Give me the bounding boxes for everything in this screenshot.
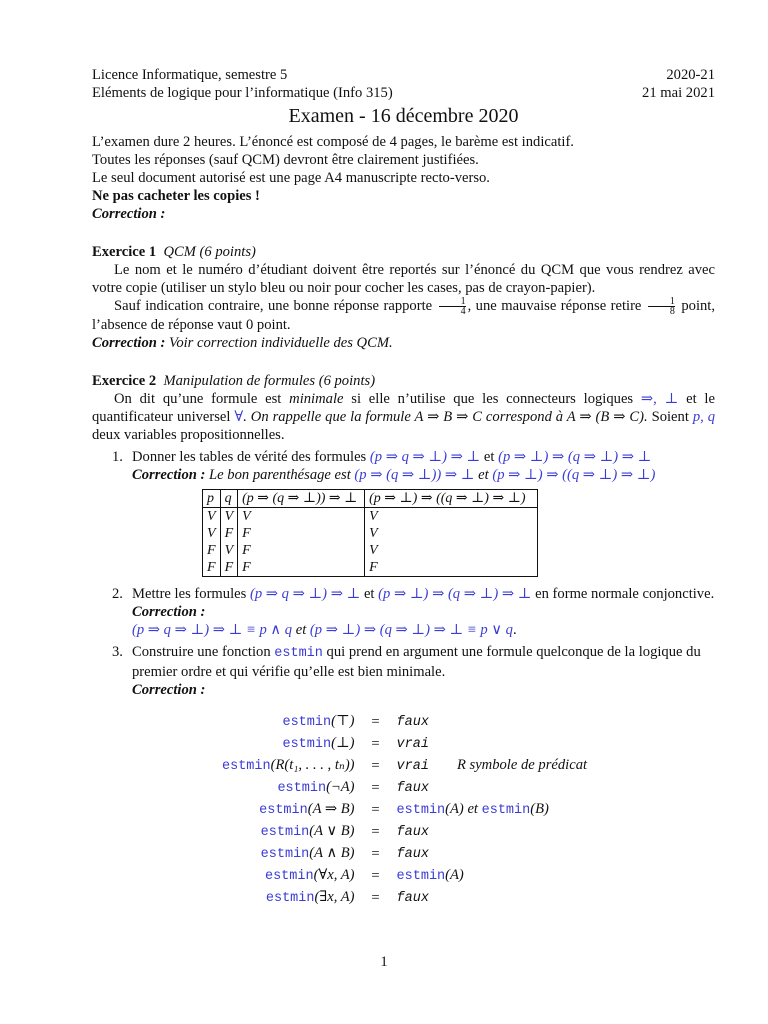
header-date: 21 mai 2021	[642, 85, 715, 101]
page-title: Examen - 16 décembre 2020	[288, 105, 519, 127]
definition-row: estmin(¬A) = faux	[277, 779, 429, 796]
definition-row: estmin(R(t₁, . . . , tₙ)) = vrai R symbole de prédicat	[222, 757, 588, 774]
intro-warning: Ne pas cacheter les copies !	[92, 188, 260, 204]
question-1-correction: Correction : Le bon parenthésage est (p ⇒ (q ⇒ ⊥)) ⇒ ⊥ et (p ⇒ ⊥) ⇒ ((q ⇒ ⊥) ⇒ ⊥)	[132, 467, 656, 483]
fraction-quarter: $\frac{1}{4}$	[439, 297, 466, 316]
definition-row: estmin(A ⇒ B) = estmin(A) et estmin(B)	[259, 801, 549, 818]
table-row: V F F V	[203, 525, 538, 542]
definition-row: estmin(∃x, A) = faux	[265, 889, 429, 906]
exercise-2-subtitle: Manipulation de formules (6 points)	[163, 373, 376, 389]
question-1: 1. Donner les tables de vérité des formules (p ⇒ q ⇒ ⊥) ⇒ ⊥ et (p ⇒ ⊥) ⇒ (q ⇒ ⊥) ⇒ ⊥ Correction : Le bon parenthésage est (p ⇒ (q ⇒ ⊥)) ⇒ ⊥ et (p ⇒ ⊥) ⇒ ((q ⇒ ⊥) ⇒ ⊥)	[92, 448, 715, 484]
estmin-definition	[222, 711, 587, 909]
table-row: F V F V	[203, 542, 538, 559]
header-line-2	[92, 84, 715, 102]
intro-line-2: Toutes les réponses (sauf QCM) devront être clairement justifiées.	[92, 152, 479, 168]
exam-page	[92, 66, 715, 909]
table-row: V V V V	[203, 508, 538, 526]
exercise-1-correction: Correction : Voir correction individuelle des QCM.	[92, 335, 393, 351]
exercise-2-intro: On dit qu’une formule est minimale si elle n’utilise que les connecteurs logiques ⇒, ⊥ et le quantificateur universel ∀. On rappelle que la formule A ⇒ B ⇒ C correspond à A ⇒ (B ⇒ C). Soient p, q deux variables propositionnelles.	[92, 391, 715, 443]
course-name: Licence Informatique, semestre 5	[92, 67, 288, 83]
table-row: F F F F	[203, 559, 538, 577]
intro-line-1: L’examen dure 2 heures. L’énoncé est composé de 4 pages, le barème est indicatif.	[92, 134, 574, 150]
definition-row: estmin(⊥) = vrai	[282, 735, 429, 752]
intro-correction-label: Correction :	[92, 206, 166, 222]
course-title: Eléments de logique pour l’informatique (Info 315)	[92, 85, 393, 101]
function-name: estmin	[274, 646, 323, 661]
exercise-1-paragraph-1: Le nom et le numéro d’étudiant doivent être reportés sur l’énoncé du QCM que vous rendrez avec votre copie (utiliser un stylo bleu ou noir pour cocher les cases, pas de crayon-papier).	[92, 262, 715, 296]
exercise-1	[92, 243, 715, 352]
question-3-correction-label: Correction :	[132, 682, 206, 698]
exercise-1-subtitle: QCM (6 points)	[163, 244, 256, 260]
definition-row: estmin(∀x, A) = estmin(A)	[264, 867, 464, 884]
intro-line-3: Le seul document autorisé est une page A4 manuscripte recto-verso.	[92, 170, 490, 186]
truth-table-header: p q (p ⇒ (q ⇒ ⊥)) ⇒ ⊥ (p ⇒ ⊥) ⇒ ((q ⇒ ⊥) ⇒ ⊥)	[203, 490, 538, 508]
question-2-correction: (p ⇒ q ⇒ ⊥) ⇒ ⊥ ≡ p ∧ q et (p ⇒ ⊥) ⇒ (q ⇒ ⊥) ⇒ ⊥ ≡ p ∨ q.	[132, 622, 517, 638]
truth-table	[202, 489, 538, 577]
question-2-correction-label: Correction :	[132, 604, 206, 620]
exercise-1-label: Exercice 1	[92, 244, 157, 260]
header-line-1	[92, 66, 715, 84]
exercise-1-paragraph-2: Sauf indication contraire, une bonne réponse rapporte $\frac{1}{4}$ , une mauvaise réponse retire $\frac{1}{8}$ point, l’absence de réponse vaut 0 point.	[92, 296, 716, 333]
exercise-2-label: Exercice 2	[92, 373, 157, 389]
definition-row: estmin(A ∨ B) = faux	[260, 823, 429, 840]
question-2: 2. Mettre les formules (p ⇒ q ⇒ ⊥) ⇒ ⊥ et (p ⇒ ⊥) ⇒ (q ⇒ ⊥) ⇒ ⊥ en forme normale conjonctive. Correction : (p ⇒ q ⇒ ⊥) ⇒ ⊥ ≡ p ∧ q et (p ⇒ ⊥) ⇒ (q ⇒ ⊥) ⇒ ⊥ ≡ p ∨ q.	[112, 586, 715, 638]
academic-year: 2020-21	[666, 67, 715, 83]
fraction-eighth: $\frac{1}{8}$	[648, 297, 675, 316]
question-3: 3. Construire une fonction estmin qui prend en argument une formule quelconque de la logique du premier ordre et qui vérifie qu’elle est bien minimale. Correction :	[92, 643, 715, 699]
definition-row: estmin(⊤) = faux	[282, 713, 429, 730]
page-number: 1	[380, 954, 388, 970]
exercise-2	[92, 372, 715, 909]
definition-row: estmin(A ∧ B) = faux	[260, 845, 429, 862]
